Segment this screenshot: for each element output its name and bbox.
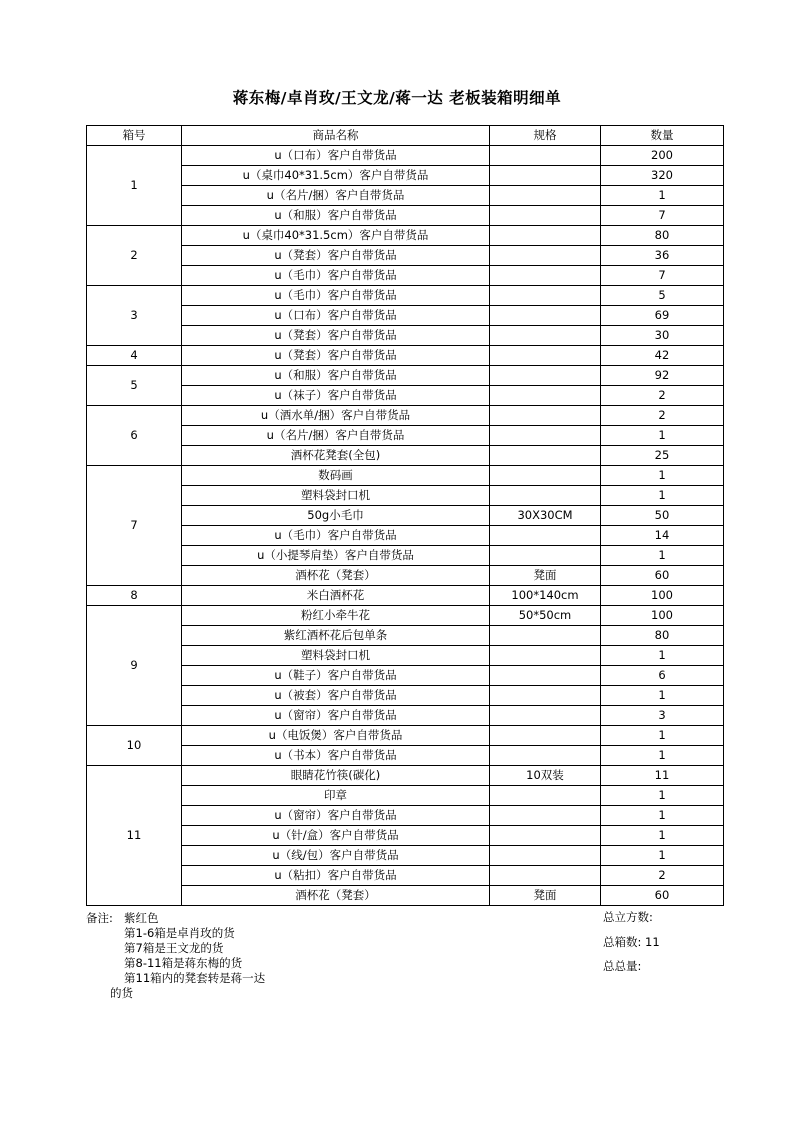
product-name-cell: 紫红酒杯花后包单条 bbox=[182, 626, 490, 646]
spec-cell bbox=[490, 286, 601, 306]
spec-cell bbox=[490, 366, 601, 386]
table-row bbox=[87, 786, 724, 806]
spec-cell bbox=[490, 146, 601, 166]
product-name-cell: u（电饭煲）客户自带货品 bbox=[182, 726, 490, 746]
box-number-cell: 9 bbox=[87, 606, 182, 726]
notes-label: 备注: bbox=[86, 911, 113, 925]
table-row bbox=[87, 246, 724, 266]
spec-cell: 50*50cm bbox=[490, 606, 601, 626]
spec-cell bbox=[490, 166, 601, 186]
box-number-cell: 6 bbox=[87, 406, 182, 466]
table-row bbox=[87, 806, 724, 826]
quantity-cell: 50 bbox=[601, 506, 724, 526]
table-header-row bbox=[87, 126, 724, 146]
table-row bbox=[87, 766, 724, 786]
box-number-cell: 3 bbox=[87, 286, 182, 346]
table-row bbox=[87, 666, 724, 686]
table-row bbox=[87, 886, 724, 906]
product-name-cell: 酒杯花（凳套） bbox=[182, 886, 490, 906]
product-name-cell: u（和服）客户自带货品 bbox=[182, 206, 490, 226]
spec-cell: 30X30CM bbox=[490, 506, 601, 526]
product-name-cell: u（毛巾）客户自带货品 bbox=[182, 526, 490, 546]
product-name-cell: u（和服）客户自带货品 bbox=[182, 366, 490, 386]
packing-list-table bbox=[86, 125, 724, 906]
quantity-cell: 25 bbox=[601, 446, 724, 466]
box-number-cell: 8 bbox=[87, 586, 182, 606]
box-number-cell: 10 bbox=[87, 726, 182, 766]
quantity-cell: 80 bbox=[601, 626, 724, 646]
quantity-cell: 1 bbox=[601, 186, 724, 206]
box-number-cell: 2 bbox=[87, 226, 182, 286]
box-number-cell: 4 bbox=[87, 346, 182, 366]
quantity-cell: 2 bbox=[601, 406, 724, 426]
product-name-cell: 酒杯花凳套(全包) bbox=[182, 446, 490, 466]
quantity-cell: 1 bbox=[601, 786, 724, 806]
quantity-cell: 14 bbox=[601, 526, 724, 546]
product-name-cell: 数码画 bbox=[182, 466, 490, 486]
note-line: 紫红色 bbox=[124, 911, 159, 925]
product-name-cell: u（书本）客户自带货品 bbox=[182, 746, 490, 766]
quantity-cell: 80 bbox=[601, 226, 724, 246]
box-number-cell: 1 bbox=[87, 146, 182, 226]
spec-cell bbox=[490, 626, 601, 646]
quantity-cell: 1 bbox=[601, 546, 724, 566]
quantity-cell: 1 bbox=[601, 746, 724, 766]
table-row bbox=[87, 446, 724, 466]
table-row bbox=[87, 626, 724, 646]
product-name-cell: 米白酒杯花 bbox=[182, 586, 490, 606]
header-quantity: 数量 bbox=[601, 126, 724, 146]
product-name-cell: u（袜子）客户自带货品 bbox=[182, 386, 490, 406]
spec-cell bbox=[490, 246, 601, 266]
table-row bbox=[87, 346, 724, 366]
table-row bbox=[87, 526, 724, 546]
table-row bbox=[87, 406, 724, 426]
table-row bbox=[87, 146, 724, 166]
spec-cell bbox=[490, 186, 601, 206]
product-name-cell: u（口布）客户自带货品 bbox=[182, 306, 490, 326]
spec-cell bbox=[490, 346, 601, 366]
quantity-cell: 1 bbox=[601, 426, 724, 446]
table-row bbox=[87, 306, 724, 326]
product-name-cell: u（毛巾）客户自带货品 bbox=[182, 286, 490, 306]
table-row bbox=[87, 486, 724, 506]
table-row bbox=[87, 606, 724, 626]
table-row bbox=[87, 166, 724, 186]
table-row bbox=[87, 546, 724, 566]
table-row bbox=[87, 186, 724, 206]
table-row bbox=[87, 826, 724, 846]
product-name-cell: 印章 bbox=[182, 786, 490, 806]
quantity-cell: 36 bbox=[601, 246, 724, 266]
table-row bbox=[87, 466, 724, 486]
spec-cell bbox=[490, 486, 601, 506]
spec-cell: 10双装 bbox=[490, 766, 601, 786]
spec-cell bbox=[490, 686, 601, 706]
spec-cell bbox=[490, 546, 601, 566]
note-line: 第1-6箱是卓肖玫的货 bbox=[124, 926, 235, 940]
note-line: 的货 bbox=[110, 986, 133, 1000]
quantity-cell: 100 bbox=[601, 606, 724, 626]
quantity-cell: 200 bbox=[601, 146, 724, 166]
header-product-name: 商品名称 bbox=[182, 126, 490, 146]
product-name-cell: u（酒水单/捆）客户自带货品 bbox=[182, 406, 490, 426]
spec-cell bbox=[490, 706, 601, 726]
spec-cell bbox=[490, 226, 601, 246]
table-row bbox=[87, 206, 724, 226]
spec-cell bbox=[490, 526, 601, 546]
table-row bbox=[87, 386, 724, 406]
spec-cell bbox=[490, 386, 601, 406]
spec-cell bbox=[490, 266, 601, 286]
spec-cell bbox=[490, 866, 601, 886]
table-row bbox=[87, 646, 724, 666]
quantity-cell: 42 bbox=[601, 346, 724, 366]
spec-cell bbox=[490, 446, 601, 466]
note-line: 第7箱是王文龙的货 bbox=[124, 941, 224, 955]
table-row bbox=[87, 566, 724, 586]
quantity-cell: 2 bbox=[601, 866, 724, 886]
table-row bbox=[87, 846, 724, 866]
table-row bbox=[87, 326, 724, 346]
spec-cell bbox=[490, 786, 601, 806]
product-name-cell: u（窗帘）客户自带货品 bbox=[182, 806, 490, 826]
table-row bbox=[87, 426, 724, 446]
quantity-cell: 60 bbox=[601, 886, 724, 906]
table-row bbox=[87, 266, 724, 286]
quantity-cell: 1 bbox=[601, 806, 724, 826]
table-row bbox=[87, 866, 724, 886]
product-name-cell: 酒杯花（凳套） bbox=[182, 566, 490, 586]
spec-cell bbox=[490, 466, 601, 486]
box-number-cell: 11 bbox=[87, 766, 182, 906]
table-row bbox=[87, 366, 724, 386]
quantity-cell: 6 bbox=[601, 666, 724, 686]
quantity-cell: 60 bbox=[601, 566, 724, 586]
note-line: 第11箱内的凳套转是蒋一达 bbox=[124, 971, 266, 985]
spec-cell bbox=[490, 406, 601, 426]
spec-cell bbox=[490, 746, 601, 766]
quantity-cell: 3 bbox=[601, 706, 724, 726]
spec-cell: 100*140cm bbox=[490, 586, 601, 606]
table-row bbox=[87, 226, 724, 246]
product-name-cell: u（小提琴肩垫）客户自带货品 bbox=[182, 546, 490, 566]
table-row bbox=[87, 746, 724, 766]
product-name-cell: u（桌巾40*31.5cm）客户自带货品 bbox=[182, 226, 490, 246]
quantity-cell: 1 bbox=[601, 486, 724, 506]
quantity-cell: 30 bbox=[601, 326, 724, 346]
spec-cell bbox=[490, 426, 601, 446]
table-row bbox=[87, 726, 724, 746]
product-name-cell: u（毛巾）客户自带货品 bbox=[182, 266, 490, 286]
product-name-cell: u（窗帘）客户自带货品 bbox=[182, 706, 490, 726]
quantity-cell: 1 bbox=[601, 646, 724, 666]
document-title: 蒋东梅/卓肖玫/王文龙/蒋一达 老板装箱明细单 bbox=[232, 89, 562, 107]
product-name-cell: u（凳套）客户自带货品 bbox=[182, 346, 490, 366]
quantity-cell: 69 bbox=[601, 306, 724, 326]
summary-total-weight: 总总量: bbox=[603, 959, 642, 973]
spec-cell bbox=[490, 666, 601, 686]
product-name-cell: u（针/盒）客户自带货品 bbox=[182, 826, 490, 846]
product-name-cell: u（粘扣）客户自带货品 bbox=[182, 866, 490, 886]
table-row bbox=[87, 586, 724, 606]
product-name-cell: 粉红小牵牛花 bbox=[182, 606, 490, 626]
product-name-cell: 塑料袋封口机 bbox=[182, 486, 490, 506]
quantity-cell: 1 bbox=[601, 846, 724, 866]
product-name-cell: u（名片/捆）客户自带货品 bbox=[182, 426, 490, 446]
product-name-cell: u（名片/捆）客户自带货品 bbox=[182, 186, 490, 206]
spec-cell: 凳面 bbox=[490, 566, 601, 586]
quantity-cell: 2 bbox=[601, 386, 724, 406]
quantity-cell: 1 bbox=[601, 466, 724, 486]
product-name-cell: u（鞋子）客户自带货品 bbox=[182, 666, 490, 686]
quantity-cell: 1 bbox=[601, 826, 724, 846]
table-row bbox=[87, 286, 724, 306]
spec-cell bbox=[490, 846, 601, 866]
spec-cell bbox=[490, 726, 601, 746]
spec-cell: 凳面 bbox=[490, 886, 601, 906]
quantity-cell: 5 bbox=[601, 286, 724, 306]
spec-cell bbox=[490, 306, 601, 326]
table-body bbox=[87, 146, 724, 906]
spec-cell bbox=[490, 326, 601, 346]
spec-cell bbox=[490, 646, 601, 666]
quantity-cell: 7 bbox=[601, 266, 724, 286]
product-name-cell: u（被套）客户自带货品 bbox=[182, 686, 490, 706]
quantity-cell: 1 bbox=[601, 726, 724, 746]
summary-total-volume: 总立方数: bbox=[603, 910, 653, 924]
quantity-cell: 11 bbox=[601, 766, 724, 786]
box-number-cell: 5 bbox=[87, 366, 182, 406]
quantity-cell: 100 bbox=[601, 586, 724, 606]
header-box-number: 箱号 bbox=[87, 126, 182, 146]
table-row bbox=[87, 706, 724, 726]
header-spec: 规格 bbox=[490, 126, 601, 146]
spec-cell bbox=[490, 806, 601, 826]
box-number-cell: 7 bbox=[87, 466, 182, 586]
product-name-cell: u（线/包）客户自带货品 bbox=[182, 846, 490, 866]
product-name-cell: u（凳套）客户自带货品 bbox=[182, 246, 490, 266]
table-row bbox=[87, 686, 724, 706]
summary-box-count: 总箱数: 11 bbox=[603, 935, 660, 949]
product-name-cell: u（凳套）客户自带货品 bbox=[182, 326, 490, 346]
quantity-cell: 320 bbox=[601, 166, 724, 186]
product-name-cell: u（口布）客户自带货品 bbox=[182, 146, 490, 166]
product-name-cell: 眼睛花竹筷(碳化) bbox=[182, 766, 490, 786]
product-name-cell: 50g小毛巾 bbox=[182, 506, 490, 526]
note-line: 第8-11箱是蒋东梅的货 bbox=[124, 956, 243, 970]
product-name-cell: 塑料袋封口机 bbox=[182, 646, 490, 666]
quantity-cell: 92 bbox=[601, 366, 724, 386]
spec-cell bbox=[490, 826, 601, 846]
product-name-cell: u（桌巾40*31.5cm）客户自带货品 bbox=[182, 166, 490, 186]
spec-cell bbox=[490, 206, 601, 226]
quantity-cell: 1 bbox=[601, 686, 724, 706]
table-row bbox=[87, 506, 724, 526]
quantity-cell: 7 bbox=[601, 206, 724, 226]
notes-lines bbox=[110, 911, 324, 1001]
